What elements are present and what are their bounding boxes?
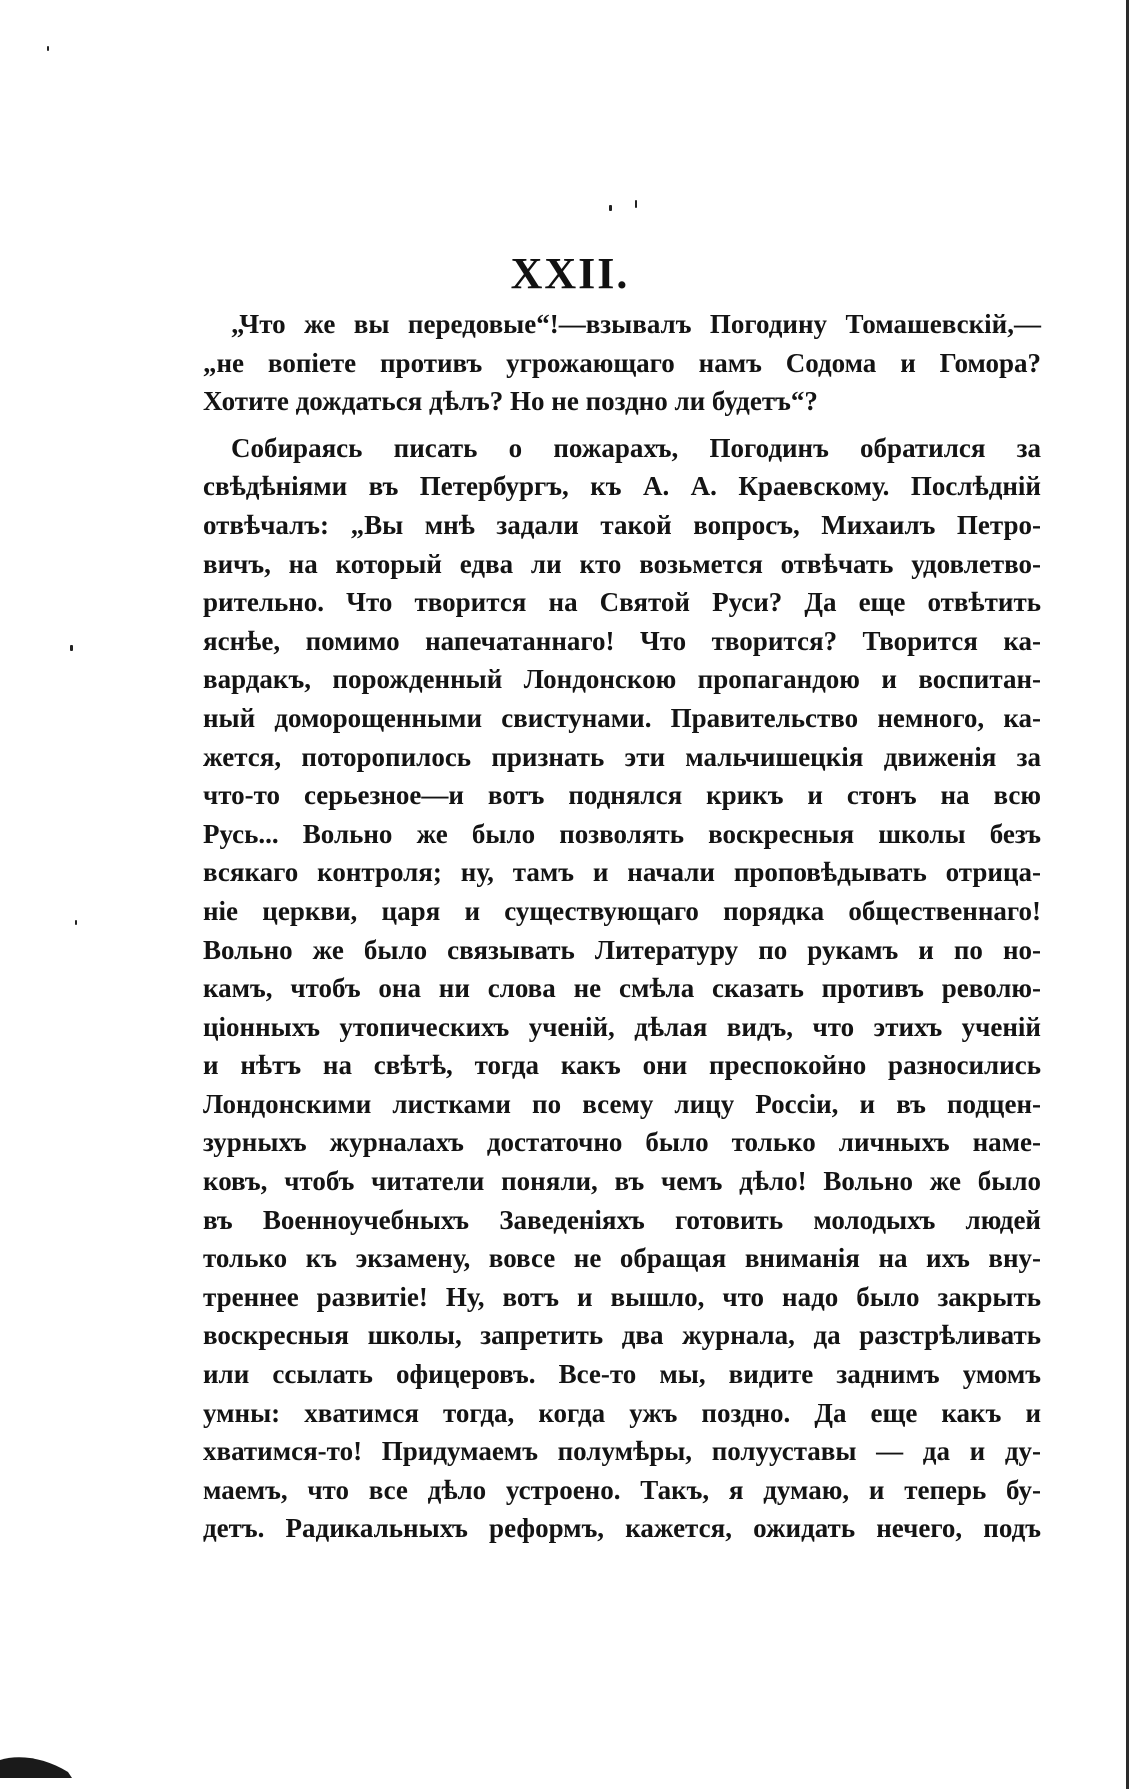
ink-blot: [0, 1748, 75, 1780]
scan-speck: [635, 200, 637, 208]
text-line: воскресныя школы, запретить два журнала, да разстрѣливать: [203, 1320, 1041, 1351]
text-line: и нѣтъ на свѣтѣ, тогда какъ они преспокойно разносились: [203, 1050, 1041, 1081]
text-line: свѣдѣніями въ Петербургъ, къ А. А. Краевскому. Послѣдній: [203, 471, 1041, 502]
text-line: яснѣе, помимо напечатаннаго! Что творится? Творится ка-: [203, 625, 1041, 656]
scan-speck: [70, 645, 73, 651]
text-line: жется, поторопилось признать эти мальчишецкія движенія за: [203, 741, 1041, 772]
text-line: Вольно же было связывать Литературу по рукамъ и по но-: [203, 934, 1041, 965]
text-line: Русь... Вольно же было позволять воскресныя школы безъ: [203, 818, 1041, 849]
text-line: только къ экзамену, вовсе не обращая вниманія на ихъ вну-: [203, 1243, 1041, 1274]
text-line: вардакъ, порожденный Лондонскою пропагандою и воспитан-: [203, 664, 1041, 695]
text-line: ціонныхъ утопическихъ ученій, дѣлая видъ, что этихъ ученій: [203, 1011, 1041, 1042]
text-line: камъ, чтобъ она ни слова не смѣла сказать противъ револю-: [203, 973, 1041, 1004]
text-line: треннее развитіе! Ну, вотъ и вышло, что надо было закрыть: [203, 1281, 1041, 1312]
text-line: всякаго контроля; ну, тамъ и начали проповѣдывать отрица-: [203, 857, 1041, 888]
text-line: Хотите дождаться дѣлъ? Но не поздно ли будетъ“?: [203, 386, 818, 417]
text-line: ный доморощенными свистунами. Правительство немного, ка-: [203, 702, 1041, 733]
text-line: зурныхъ журналахъ достаточно было только личныхъ наме-: [203, 1127, 1041, 1158]
text-line: Лондонскими листками по всему лицу Россіи, и въ подцен-: [203, 1088, 1041, 1119]
text-line: Собираясь писать о пожарахъ, Погодинъ обратился за: [231, 432, 1041, 463]
text-line: что-то серьезное—и вотъ поднялся крикъ и стонъ на всю: [203, 780, 1041, 811]
scan-speck: [75, 920, 77, 925]
text-line: ніе церкви, царя и существующаго порядка общественнаго!: [203, 895, 1041, 926]
text-line: „не вопіете противъ угрожающаго намъ Содома и Гомора?: [203, 347, 1041, 378]
body-text: [203, 305, 1041, 1548]
text-line: рительно. Что творится на Святой Руси? Да еще отвѣтить: [203, 587, 1041, 618]
text-line: въ Военноучебныхъ Заведеніяхъ готовить молодыхъ людей: [203, 1204, 1041, 1235]
text-line: ковъ, чтобъ читатели поняли, въ чемъ дѣло! Вольно же было: [203, 1166, 1041, 1197]
scan-speck: [609, 205, 612, 211]
text-line: вичъ, на который едва ли кто возьмется отвѣчать удовлетво-: [203, 548, 1041, 579]
text-line: или ссылать офицеровъ. Все-то мы, видите заднимъ умомъ: [203, 1359, 1041, 1390]
scan-speck: [47, 46, 49, 51]
chapter-heading: XXII.: [510, 249, 630, 298]
text-line: детъ. Радикальныхъ реформъ, кажется, ожидать нечего, подъ: [203, 1513, 1041, 1544]
text-line: „Что же вы передовые“!—взывалъ Погодину Томашевскій,—: [231, 309, 1041, 339]
text-line: маемъ, что все дѣло устроено. Такъ, я думаю, и теперь бу-: [203, 1474, 1041, 1505]
text-line: хватимся-то! Придумаемъ полумѣры, полууставы — да и ду-: [203, 1436, 1041, 1467]
text-line: отвѣчалъ: „Вы мнѣ задали такой вопросъ, Михаилъ Петро-: [203, 509, 1041, 540]
text-line: умны: хватимся тогда, когда ужъ поздно. Да еще какъ и: [203, 1397, 1041, 1428]
